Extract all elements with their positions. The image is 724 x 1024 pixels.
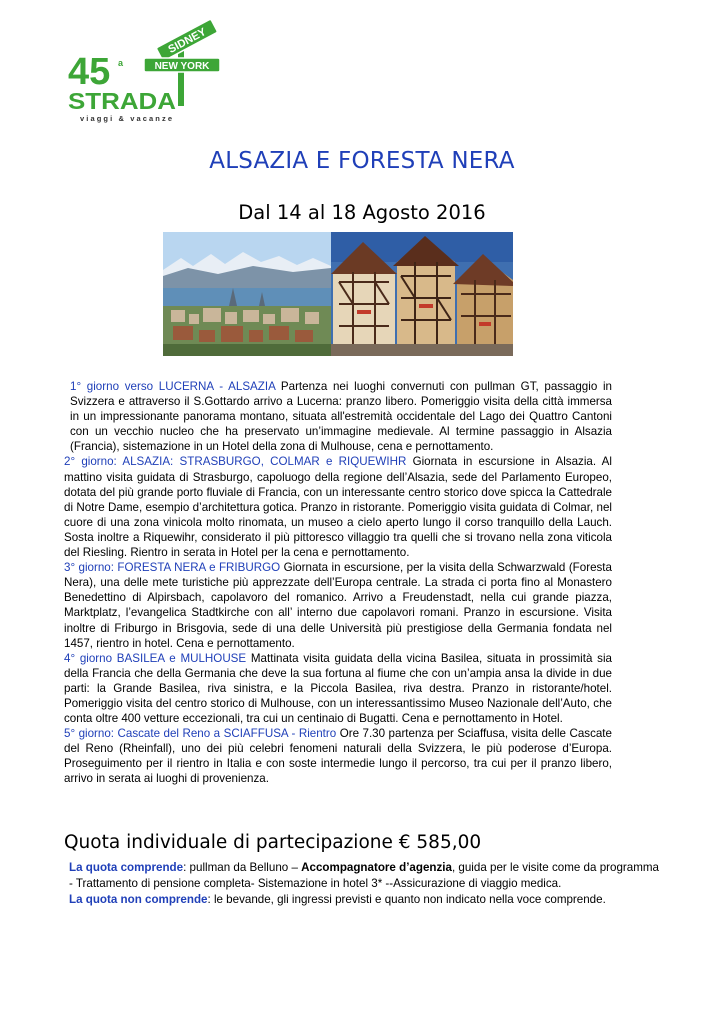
day-1-label: 1° giorno verso LUCERNA - ALSAZIA	[70, 380, 276, 393]
day-1	[64, 379, 612, 454]
logo-graphic	[64, 14, 224, 124]
day-3-text: Giornata in escursione, per la visita della Schwarzwald (Foresta Nera), una delle mete turistiche più apprezzate dell’Europa centrale. La strada ci porta fino al Monastero Benedettino di Alpirsbach, capolavoro del romanico. Arrivo a Freudenstadt, nella cui grande piazza, Marktplatz, l’evangelica Stadtkirche con all’ interno due capolavori romani. Pranzo in escursione. Visita inoltre di Friburgo in Brisgovia, sede di una delle Università più prestigiose della Germania fondata nel 1457, rientro in hotel. Cena e pernottamento.	[64, 561, 612, 650]
price-heading: Quota individuale di partecipazione € 585,00	[64, 832, 482, 853]
day-1-text: Partenza nei luoghi convernuti con pullman GT, passaggio in Svizzera e attraverso il S.Gottardo arrivo a Lucerna: pranzo libero. Pomeriggio visita della città immersa in un impressionante panorama montano, situata all'estremità occidentale del Lago dei Quattro Cantoni con un vecchio nucleo che ha preservato un’immagine medievale. Al termine passaggio in Alsazia (Francia), sistemazione in un Hotel della zona di Mulhouse, cena e pernottamento.	[70, 380, 612, 454]
logo-tagline: viaggi & vacanze	[80, 114, 172, 123]
excludes-label: La quota non comprende	[69, 893, 208, 907]
includes-strong: Accompagnatore d’agenzia	[301, 861, 452, 874]
day-3-label: 3° giorno: FORESTA NERA e FRIBURGO	[64, 561, 281, 575]
logo-word: STRADA	[68, 88, 176, 114]
includes-text-1: : pullman da Belluno –	[183, 861, 302, 874]
day-2	[64, 454, 612, 560]
sign-bottom-label: NEW YORK	[154, 61, 210, 72]
day-2-text: Giornata in escursione in Alsazia. Al mattino visita guidata di Strasburgo, capoluogo della regione dell’Alsazia, sede del Parlamento Europeo, dotata del più grande porto fluviale di Francia, con un interessante centro storico dove spicca la Cattedrale di Notre Dame, esempio d’architettura gotica. Pranzo in ristorante. Pomeriggio visita guidata di Colmar, nel cuore di una zona vinicola molto rinomata, un museo a cielo aperto lungo il corso tranquillo della Lauch. Sosta inoltre a Riquewihr, considerato il più pittoresco villaggio tra quelli che si trovano nella zona viticola del Riesling. Rientro in serata in Hotel per la cena e pernottamento.	[64, 455, 612, 560]
logo-number: 45	[68, 51, 111, 93]
itinerary	[64, 379, 612, 787]
day-4	[64, 651, 612, 726]
sign-top-label: SIDNEY	[166, 26, 209, 56]
day-3	[64, 560, 612, 651]
includes-paragraph	[69, 860, 659, 891]
trip-dates: Dal 14 al 18 Agosto 2016	[238, 201, 486, 224]
lucerne-photo	[163, 232, 331, 356]
day-4-label: 4° giorno BASILEA e MULHOUSE	[64, 651, 247, 665]
day-5	[64, 726, 612, 786]
day-2-label: 2° giorno: ALSAZIA: STRASBURGO, COLMAR e RIQUEWIHR	[64, 455, 407, 469]
price-conditions	[69, 860, 659, 908]
page-title: ALSAZIA E FORESTA NERA	[209, 148, 515, 174]
excludes-paragraph	[69, 892, 659, 908]
destination-photos	[163, 232, 513, 356]
includes-label: La quota comprende	[69, 861, 184, 874]
day-5-label: 5° giorno: Cascate del Reno a SCIAFFUSA - Rientro	[64, 727, 337, 741]
excludes-text: : le bevande, gli ingressi previsti e quanto non indicato nella voce comprende.	[207, 893, 606, 907]
day-5-text: Ore 7.30 partenza per Sciaffusa, visita delle Cascate del Reno (Rheinfall), uno dei più celebri fenomeni naturali della Svizzera, le più poderose d’Europa. Proseguimento per il rientro in Italia e con soste intermedie lungo il percorso, tra cui per il pranzo libero, arrivo in serata ai luoghi di provenienza.	[64, 727, 612, 786]
agency-logo	[64, 14, 224, 124]
day-4-text: Mattinata visita guidata della vicina Basilea, situata in prossimità sia della Francia che della Germania che deve la sua fortuna al fiume che con un’ampia ansa la divide in due parti: la Grande Basilea, riva sinistra, e la Piccola Basilea, riva destra. Pranzo in ristorante/hotel. Pomeriggio visita del centro storico di Mulhouse, con un interessantissimo Museo Nazionale dell’Auto, che conta oltre 400 vetture eccezionali, tra cui un centinaio di Bugatti. Cena e pernottamento in Hotel.	[64, 651, 612, 726]
includes-text-2: , guida per le visite come da programma - Trattamento di pensione completa- Sistemazione in hotel 3* --Assicurazione di viaggio medica.	[69, 861, 659, 890]
photo-collage	[163, 232, 513, 356]
colmar-photo	[331, 232, 513, 356]
logo-superscript: a	[118, 58, 124, 68]
